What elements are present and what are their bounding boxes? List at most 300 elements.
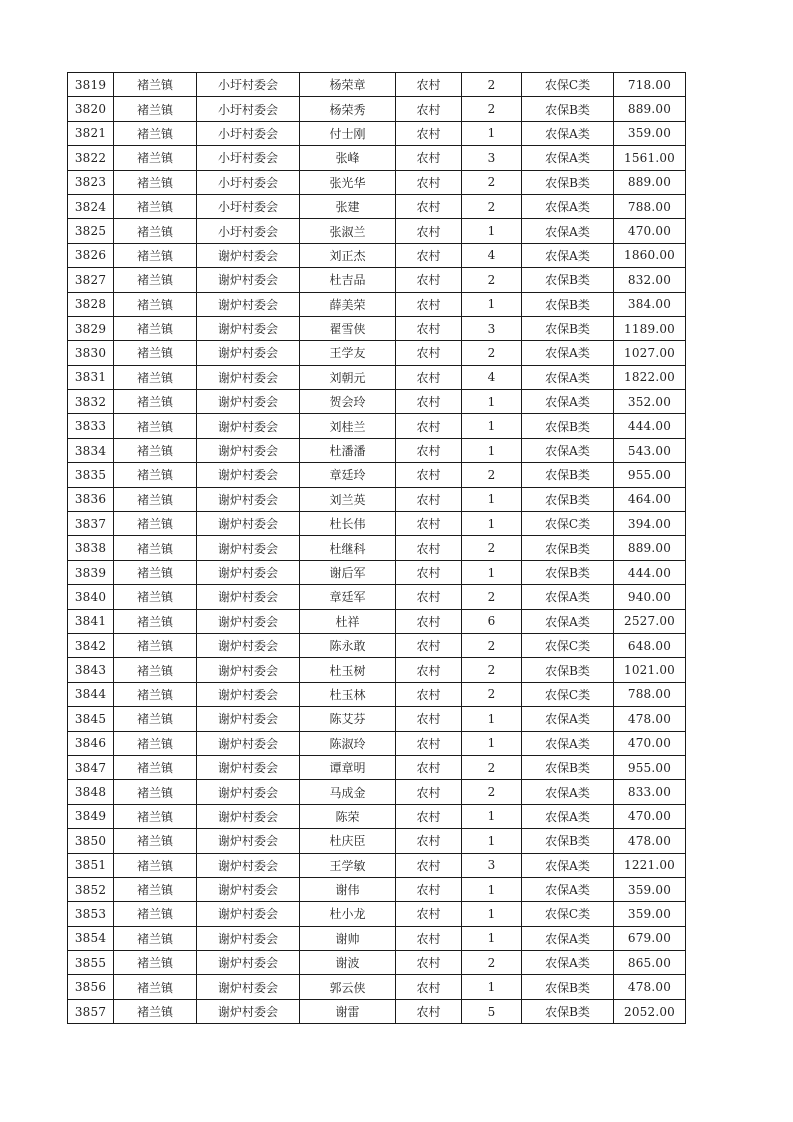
person-count-cell: 2 bbox=[462, 755, 522, 779]
category-cell: 农保C类 bbox=[522, 682, 614, 706]
name-cell: 章廷玲 bbox=[300, 463, 396, 487]
amount-cell: 478.00 bbox=[614, 829, 686, 853]
household-type-cell: 农村 bbox=[396, 438, 462, 462]
town-cell: 褚兰镇 bbox=[114, 512, 197, 536]
household-type-cell: 农村 bbox=[396, 73, 462, 97]
row-number-cell: 3843 bbox=[68, 658, 114, 682]
person-count-cell: 1 bbox=[462, 829, 522, 853]
table-row bbox=[68, 292, 686, 316]
household-type-cell: 农村 bbox=[396, 97, 462, 121]
category-cell: 农保A类 bbox=[522, 438, 614, 462]
village-committee-cell: 谢炉村委会 bbox=[197, 926, 300, 950]
row-number-cell: 3857 bbox=[68, 999, 114, 1023]
household-type-cell: 农村 bbox=[396, 536, 462, 560]
household-type-cell: 农村 bbox=[396, 194, 462, 218]
person-count-cell: 1 bbox=[462, 877, 522, 901]
person-count-cell: 2 bbox=[462, 780, 522, 804]
person-count-cell: 2 bbox=[462, 268, 522, 292]
category-cell: 农保B类 bbox=[522, 658, 614, 682]
household-type-cell: 农村 bbox=[396, 633, 462, 657]
table-row bbox=[68, 633, 686, 657]
village-committee-cell: 谢炉村委会 bbox=[197, 414, 300, 438]
amount-cell: 359.00 bbox=[614, 877, 686, 901]
table-row bbox=[68, 585, 686, 609]
town-cell: 褚兰镇 bbox=[114, 365, 197, 389]
village-committee-cell: 小圩村委会 bbox=[197, 170, 300, 194]
table-row bbox=[68, 780, 686, 804]
amount-cell: 718.00 bbox=[614, 73, 686, 97]
household-type-cell: 农村 bbox=[396, 780, 462, 804]
name-cell: 刘桂兰 bbox=[300, 414, 396, 438]
household-type-cell: 农村 bbox=[396, 219, 462, 243]
village-committee-cell: 谢炉村委会 bbox=[197, 512, 300, 536]
name-cell: 张峰 bbox=[300, 146, 396, 170]
person-count-cell: 2 bbox=[462, 633, 522, 657]
amount-cell: 1221.00 bbox=[614, 853, 686, 877]
name-cell: 陈艾芬 bbox=[300, 707, 396, 731]
name-cell: 刘朝元 bbox=[300, 365, 396, 389]
amount-cell: 470.00 bbox=[614, 804, 686, 828]
household-type-cell: 农村 bbox=[396, 316, 462, 340]
amount-cell: 444.00 bbox=[614, 560, 686, 584]
person-count-cell: 2 bbox=[462, 341, 522, 365]
town-cell: 褚兰镇 bbox=[114, 316, 197, 340]
village-committee-cell: 谢炉村委会 bbox=[197, 536, 300, 560]
name-cell: 陈永敢 bbox=[300, 633, 396, 657]
row-number-cell: 3828 bbox=[68, 292, 114, 316]
household-type-cell: 农村 bbox=[396, 585, 462, 609]
village-committee-cell: 谢炉村委会 bbox=[197, 975, 300, 999]
village-committee-cell: 谢炉村委会 bbox=[197, 902, 300, 926]
household-type-cell: 农村 bbox=[396, 951, 462, 975]
person-count-cell: 1 bbox=[462, 390, 522, 414]
table-row bbox=[68, 268, 686, 292]
person-count-cell: 2 bbox=[462, 682, 522, 706]
amount-cell: 394.00 bbox=[614, 512, 686, 536]
household-type-cell: 农村 bbox=[396, 853, 462, 877]
amount-cell: 889.00 bbox=[614, 170, 686, 194]
person-count-cell: 1 bbox=[462, 219, 522, 243]
household-type-cell: 农村 bbox=[396, 170, 462, 194]
row-number-cell: 3822 bbox=[68, 146, 114, 170]
person-count-cell: 2 bbox=[462, 658, 522, 682]
table-row bbox=[68, 560, 686, 584]
household-type-cell: 农村 bbox=[396, 243, 462, 267]
name-cell: 杨荣章 bbox=[300, 73, 396, 97]
amount-cell: 444.00 bbox=[614, 414, 686, 438]
town-cell: 褚兰镇 bbox=[114, 97, 197, 121]
person-count-cell: 2 bbox=[462, 73, 522, 97]
town-cell: 褚兰镇 bbox=[114, 341, 197, 365]
amount-cell: 648.00 bbox=[614, 633, 686, 657]
amount-cell: 832.00 bbox=[614, 268, 686, 292]
category-cell: 农保B类 bbox=[522, 975, 614, 999]
town-cell: 褚兰镇 bbox=[114, 682, 197, 706]
town-cell: 褚兰镇 bbox=[114, 292, 197, 316]
row-number-cell: 3826 bbox=[68, 243, 114, 267]
amount-cell: 1021.00 bbox=[614, 658, 686, 682]
household-type-cell: 农村 bbox=[396, 121, 462, 145]
person-count-cell: 4 bbox=[462, 243, 522, 267]
name-cell: 刘正杰 bbox=[300, 243, 396, 267]
table-row bbox=[68, 682, 686, 706]
name-cell: 张光华 bbox=[300, 170, 396, 194]
table-row bbox=[68, 390, 686, 414]
town-cell: 褚兰镇 bbox=[114, 585, 197, 609]
category-cell: 农保B类 bbox=[522, 487, 614, 511]
town-cell: 褚兰镇 bbox=[114, 73, 197, 97]
town-cell: 褚兰镇 bbox=[114, 146, 197, 170]
village-committee-cell: 谢炉村委会 bbox=[197, 268, 300, 292]
name-cell: 杨荣秀 bbox=[300, 97, 396, 121]
category-cell: 农保A类 bbox=[522, 341, 614, 365]
row-number-cell: 3850 bbox=[68, 829, 114, 853]
row-number-cell: 3825 bbox=[68, 219, 114, 243]
town-cell: 褚兰镇 bbox=[114, 560, 197, 584]
village-committee-cell: 谢炉村委会 bbox=[197, 804, 300, 828]
town-cell: 褚兰镇 bbox=[114, 268, 197, 292]
household-type-cell: 农村 bbox=[396, 463, 462, 487]
person-count-cell: 1 bbox=[462, 121, 522, 145]
table-row bbox=[68, 146, 686, 170]
person-count-cell: 6 bbox=[462, 609, 522, 633]
category-cell: 农保B类 bbox=[522, 536, 614, 560]
category-cell: 农保C类 bbox=[522, 73, 614, 97]
amount-cell: 955.00 bbox=[614, 463, 686, 487]
village-committee-cell: 小圩村委会 bbox=[197, 121, 300, 145]
name-cell: 贺会玲 bbox=[300, 390, 396, 414]
village-committee-cell: 小圩村委会 bbox=[197, 219, 300, 243]
table-row bbox=[68, 609, 686, 633]
amount-cell: 1027.00 bbox=[614, 341, 686, 365]
table-row bbox=[68, 194, 686, 218]
row-number-cell: 3846 bbox=[68, 731, 114, 755]
village-committee-cell: 谢炉村委会 bbox=[197, 999, 300, 1023]
row-number-cell: 3830 bbox=[68, 341, 114, 365]
household-type-cell: 农村 bbox=[396, 268, 462, 292]
amount-cell: 833.00 bbox=[614, 780, 686, 804]
village-committee-cell: 谢炉村委会 bbox=[197, 951, 300, 975]
amount-cell: 478.00 bbox=[614, 975, 686, 999]
amount-cell: 2052.00 bbox=[614, 999, 686, 1023]
row-number-cell: 3838 bbox=[68, 536, 114, 560]
row-number-cell: 3848 bbox=[68, 780, 114, 804]
name-cell: 杜玉林 bbox=[300, 682, 396, 706]
row-number-cell: 3819 bbox=[68, 73, 114, 97]
town-cell: 褚兰镇 bbox=[114, 390, 197, 414]
category-cell: 农保B类 bbox=[522, 97, 614, 121]
village-committee-cell: 谢炉村委会 bbox=[197, 487, 300, 511]
town-cell: 褚兰镇 bbox=[114, 536, 197, 560]
category-cell: 农保B类 bbox=[522, 268, 614, 292]
category-cell: 农保A类 bbox=[522, 731, 614, 755]
village-committee-cell: 谢炉村委会 bbox=[197, 707, 300, 731]
table-row bbox=[68, 341, 686, 365]
town-cell: 褚兰镇 bbox=[114, 487, 197, 511]
village-committee-cell: 谢炉村委会 bbox=[197, 390, 300, 414]
household-type-cell: 农村 bbox=[396, 975, 462, 999]
table-row bbox=[68, 804, 686, 828]
name-cell: 杜吉品 bbox=[300, 268, 396, 292]
name-cell: 谢雷 bbox=[300, 999, 396, 1023]
name-cell: 陈荣 bbox=[300, 804, 396, 828]
category-cell: 农保B类 bbox=[522, 829, 614, 853]
person-count-cell: 1 bbox=[462, 512, 522, 536]
person-count-cell: 2 bbox=[462, 170, 522, 194]
amount-cell: 470.00 bbox=[614, 219, 686, 243]
category-cell: 农保A类 bbox=[522, 146, 614, 170]
person-count-cell: 1 bbox=[462, 975, 522, 999]
person-count-cell: 1 bbox=[462, 414, 522, 438]
town-cell: 褚兰镇 bbox=[114, 951, 197, 975]
person-count-cell: 2 bbox=[462, 463, 522, 487]
person-count-cell: 4 bbox=[462, 365, 522, 389]
category-cell: 农保B类 bbox=[522, 414, 614, 438]
row-number-cell: 3854 bbox=[68, 926, 114, 950]
person-count-cell: 1 bbox=[462, 707, 522, 731]
table-row bbox=[68, 243, 686, 267]
table-row bbox=[68, 877, 686, 901]
town-cell: 褚兰镇 bbox=[114, 926, 197, 950]
amount-cell: 889.00 bbox=[614, 97, 686, 121]
town-cell: 褚兰镇 bbox=[114, 902, 197, 926]
row-number-cell: 3853 bbox=[68, 902, 114, 926]
town-cell: 褚兰镇 bbox=[114, 243, 197, 267]
table-row bbox=[68, 121, 686, 145]
category-cell: 农保A类 bbox=[522, 951, 614, 975]
town-cell: 褚兰镇 bbox=[114, 463, 197, 487]
row-number-cell: 3856 bbox=[68, 975, 114, 999]
row-number-cell: 3831 bbox=[68, 365, 114, 389]
town-cell: 褚兰镇 bbox=[114, 633, 197, 657]
name-cell: 马成金 bbox=[300, 780, 396, 804]
category-cell: 农保B类 bbox=[522, 755, 614, 779]
category-cell: 农保B类 bbox=[522, 292, 614, 316]
amount-cell: 1561.00 bbox=[614, 146, 686, 170]
town-cell: 褚兰镇 bbox=[114, 414, 197, 438]
category-cell: 农保A类 bbox=[522, 121, 614, 145]
category-cell: 农保B类 bbox=[522, 999, 614, 1023]
table-row bbox=[68, 975, 686, 999]
name-cell: 谢波 bbox=[300, 951, 396, 975]
row-number-cell: 3834 bbox=[68, 438, 114, 462]
village-committee-cell: 谢炉村委会 bbox=[197, 316, 300, 340]
household-type-cell: 农村 bbox=[396, 414, 462, 438]
row-number-cell: 3832 bbox=[68, 390, 114, 414]
category-cell: 农保A类 bbox=[522, 243, 614, 267]
person-count-cell: 2 bbox=[462, 97, 522, 121]
name-cell: 翟雪侠 bbox=[300, 316, 396, 340]
table-row bbox=[68, 926, 686, 950]
amount-cell: 788.00 bbox=[614, 194, 686, 218]
category-cell: 农保A类 bbox=[522, 390, 614, 414]
town-cell: 褚兰镇 bbox=[114, 829, 197, 853]
town-cell: 褚兰镇 bbox=[114, 194, 197, 218]
village-committee-cell: 谢炉村委会 bbox=[197, 877, 300, 901]
amount-cell: 2527.00 bbox=[614, 609, 686, 633]
category-cell: 农保A类 bbox=[522, 609, 614, 633]
town-cell: 褚兰镇 bbox=[114, 975, 197, 999]
row-number-cell: 3841 bbox=[68, 609, 114, 633]
table-row bbox=[68, 365, 686, 389]
household-type-cell: 农村 bbox=[396, 804, 462, 828]
village-committee-cell: 谢炉村委会 bbox=[197, 365, 300, 389]
category-cell: 农保B类 bbox=[522, 463, 614, 487]
household-type-cell: 农村 bbox=[396, 390, 462, 414]
name-cell: 谢帅 bbox=[300, 926, 396, 950]
village-committee-cell: 小圩村委会 bbox=[197, 194, 300, 218]
village-committee-cell: 谢炉村委会 bbox=[197, 853, 300, 877]
town-cell: 褚兰镇 bbox=[114, 853, 197, 877]
category-cell: 农保B类 bbox=[522, 170, 614, 194]
household-type-cell: 农村 bbox=[396, 365, 462, 389]
name-cell: 章廷军 bbox=[300, 585, 396, 609]
amount-cell: 470.00 bbox=[614, 731, 686, 755]
row-number-cell: 3849 bbox=[68, 804, 114, 828]
table-row bbox=[68, 755, 686, 779]
name-cell: 张淑兰 bbox=[300, 219, 396, 243]
person-count-cell: 1 bbox=[462, 292, 522, 316]
name-cell: 王学敏 bbox=[300, 853, 396, 877]
village-committee-cell: 谢炉村委会 bbox=[197, 585, 300, 609]
village-committee-cell: 谢炉村委会 bbox=[197, 292, 300, 316]
household-type-cell: 农村 bbox=[396, 755, 462, 779]
person-count-cell: 5 bbox=[462, 999, 522, 1023]
amount-cell: 543.00 bbox=[614, 438, 686, 462]
household-type-cell: 农村 bbox=[396, 999, 462, 1023]
table-row bbox=[68, 731, 686, 755]
person-count-cell: 3 bbox=[462, 316, 522, 340]
row-number-cell: 3821 bbox=[68, 121, 114, 145]
village-committee-cell: 谢炉村委会 bbox=[197, 658, 300, 682]
name-cell: 杜小龙 bbox=[300, 902, 396, 926]
name-cell: 杜玉树 bbox=[300, 658, 396, 682]
table-row bbox=[68, 414, 686, 438]
row-number-cell: 3836 bbox=[68, 487, 114, 511]
table-row bbox=[68, 219, 686, 243]
table-row bbox=[68, 316, 686, 340]
person-count-cell: 1 bbox=[462, 926, 522, 950]
name-cell: 张建 bbox=[300, 194, 396, 218]
row-number-cell: 3842 bbox=[68, 633, 114, 657]
name-cell: 陈淑玲 bbox=[300, 731, 396, 755]
table-row bbox=[68, 97, 686, 121]
amount-cell: 478.00 bbox=[614, 707, 686, 731]
household-type-cell: 农村 bbox=[396, 926, 462, 950]
household-type-cell: 农村 bbox=[396, 877, 462, 901]
village-committee-cell: 谢炉村委会 bbox=[197, 633, 300, 657]
village-committee-cell: 谢炉村委会 bbox=[197, 560, 300, 584]
person-count-cell: 1 bbox=[462, 487, 522, 511]
amount-cell: 679.00 bbox=[614, 926, 686, 950]
table-row bbox=[68, 829, 686, 853]
village-committee-cell: 谢炉村委会 bbox=[197, 755, 300, 779]
name-cell: 杜祥 bbox=[300, 609, 396, 633]
name-cell: 郭云侠 bbox=[300, 975, 396, 999]
row-number-cell: 3837 bbox=[68, 512, 114, 536]
table-row bbox=[68, 487, 686, 511]
category-cell: 农保B类 bbox=[522, 316, 614, 340]
town-cell: 褚兰镇 bbox=[114, 755, 197, 779]
row-number-cell: 3824 bbox=[68, 194, 114, 218]
household-type-cell: 农村 bbox=[396, 560, 462, 584]
amount-cell: 464.00 bbox=[614, 487, 686, 511]
amount-cell: 889.00 bbox=[614, 536, 686, 560]
category-cell: 农保A类 bbox=[522, 585, 614, 609]
person-count-cell: 3 bbox=[462, 853, 522, 877]
household-type-cell: 农村 bbox=[396, 658, 462, 682]
amount-cell: 352.00 bbox=[614, 390, 686, 414]
category-cell: 农保C类 bbox=[522, 633, 614, 657]
person-count-cell: 1 bbox=[462, 560, 522, 584]
town-cell: 褚兰镇 bbox=[114, 121, 197, 145]
category-cell: 农保A类 bbox=[522, 780, 614, 804]
name-cell: 刘兰英 bbox=[300, 487, 396, 511]
category-cell: 农保A类 bbox=[522, 877, 614, 901]
category-cell: 农保A类 bbox=[522, 804, 614, 828]
category-cell: 农保B类 bbox=[522, 560, 614, 584]
village-committee-cell: 谢炉村委会 bbox=[197, 682, 300, 706]
row-number-cell: 3840 bbox=[68, 585, 114, 609]
beneficiary-table bbox=[67, 72, 686, 1024]
town-cell: 褚兰镇 bbox=[114, 877, 197, 901]
household-type-cell: 农村 bbox=[396, 682, 462, 706]
name-cell: 杜长伟 bbox=[300, 512, 396, 536]
row-number-cell: 3851 bbox=[68, 853, 114, 877]
town-cell: 褚兰镇 bbox=[114, 999, 197, 1023]
row-number-cell: 3833 bbox=[68, 414, 114, 438]
household-type-cell: 农村 bbox=[396, 609, 462, 633]
table-row bbox=[68, 512, 686, 536]
name-cell: 杜潘潘 bbox=[300, 438, 396, 462]
person-count-cell: 2 bbox=[462, 536, 522, 560]
amount-cell: 1860.00 bbox=[614, 243, 686, 267]
row-number-cell: 3827 bbox=[68, 268, 114, 292]
table-row bbox=[68, 707, 686, 731]
amount-cell: 788.00 bbox=[614, 682, 686, 706]
category-cell: 农保C类 bbox=[522, 512, 614, 536]
village-committee-cell: 谢炉村委会 bbox=[197, 341, 300, 365]
row-number-cell: 3845 bbox=[68, 707, 114, 731]
household-type-cell: 农村 bbox=[396, 512, 462, 536]
amount-cell: 384.00 bbox=[614, 292, 686, 316]
table-row bbox=[68, 536, 686, 560]
household-type-cell: 农村 bbox=[396, 829, 462, 853]
table-row bbox=[68, 658, 686, 682]
table-row bbox=[68, 73, 686, 97]
category-cell: 农保A类 bbox=[522, 707, 614, 731]
village-committee-cell: 谢炉村委会 bbox=[197, 463, 300, 487]
name-cell: 王学友 bbox=[300, 341, 396, 365]
household-type-cell: 农村 bbox=[396, 731, 462, 755]
household-type-cell: 农村 bbox=[396, 487, 462, 511]
category-cell: 农保A类 bbox=[522, 219, 614, 243]
name-cell: 杜继科 bbox=[300, 536, 396, 560]
village-committee-cell: 谢炉村委会 bbox=[197, 438, 300, 462]
person-count-cell: 1 bbox=[462, 731, 522, 755]
person-count-cell: 1 bbox=[462, 902, 522, 926]
name-cell: 杜庆臣 bbox=[300, 829, 396, 853]
person-count-cell: 1 bbox=[462, 804, 522, 828]
amount-cell: 359.00 bbox=[614, 121, 686, 145]
town-cell: 褚兰镇 bbox=[114, 170, 197, 194]
row-number-cell: 3855 bbox=[68, 951, 114, 975]
household-type-cell: 农村 bbox=[396, 146, 462, 170]
table-row bbox=[68, 438, 686, 462]
village-committee-cell: 谢炉村委会 bbox=[197, 829, 300, 853]
town-cell: 褚兰镇 bbox=[114, 780, 197, 804]
category-cell: 农保A类 bbox=[522, 853, 614, 877]
